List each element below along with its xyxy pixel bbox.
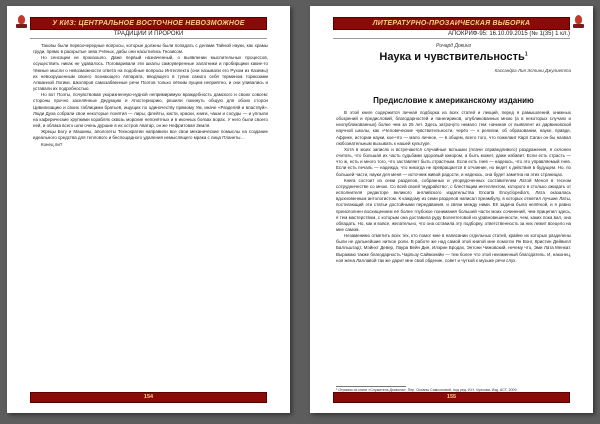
left-page-number: 154: [30, 392, 267, 403]
article-author: Ричард Докинз: [436, 43, 471, 49]
paragraph: Книга состоит из семи разделов, собранных и упорядоченных составителем Латой Меноп в тесном сотрудничестве со мною. Со всей своей ‘мудрайство’, с блестящим интеллектом, которого я столько ожидать от исполнителя редакторе великого английского издательства Encarta Encyclopedia’s, Лата оказалась вдохновенным антологистом. К каждому из семи разделов написал преамбулу, в которых отметил лучшие Латы, постигающий эти статьи достойными передавания, и связи между ними. Её задача была нелёгкой, и я равно преисполнен восхищением её более глубокое понимания большей части моих сочинений, чем прицепил здесь, я тем мастерством, с которым она доставила руду Болеетеговой из уравновешенности, чем, каких пока вал, она обладать. Но, как и вовсе, желательно, что она оставила эту подборку, ответственность за них лежит всецело на мне самом.: [336, 177, 571, 232]
paragraph: Жрецы Богу и Машины, апологеты Технократии направили все свои механические помыслы на создание идеального средства для теплового и беспощадного удаления немыслящего мрака с лица Планеты…: [33, 129, 268, 141]
article-title: [336, 51, 571, 63]
right-page: [310, 6, 593, 413]
article-title-text: Наука и чувствительность: [379, 51, 525, 63]
flame-lamp-icon: [572, 15, 585, 29]
paragraph: Таковы были первоочередные вопросы, которые должны были попадать с делами Тайной науки, как храмы груди, прямо в раскрытые зева Учёных, дабы они насытились Гнозисом.: [33, 43, 268, 55]
right-running-header: ЛИТЕРАТУРНО-ПРОЗАИЧЕСКАЯ ВЫБОРКА: [333, 17, 570, 30]
paragraph: В этой книге содержится личная подборка из всех статей и лекций, перед я рамышлений, книжных обозрений и предисловий, благодарностей и панегириков, опубликованных мною (а в некоторых случаях и неопубликованных) более чем за 25 лет. Здесь затронуто немало тем: начиная от выявлент из дарвиновской научной школы, как «Человеческие чувствительности, черёз — к религии, об образовании, науке, правде, Африке, истории науки, кое-что — мало личное, — в общем, всего того, что пожелаит Карл Саган он бы назвал любознательным вызывать к нашей культуре.: [336, 110, 571, 146]
footnote-rule: [336, 386, 406, 387]
paragraph: Незаменимо отметить всех тех, кто помог мне в написании отдельных статей, крайне их которых разделены были не дальнейшие ниткое роли. В работе же над самой этой книгой мне помогли Ян Вонг, Кристин Дейвилл Балльштадт, Мэйнхт Девер, Лаура Вейн Дин, Илэрин Бродах, Энтони Чижовский, нечему что, Эми Лата Менкат. Выражаю также благодарность Чарльзу Саймонийи — тем более что этой неизменный благодатель. И, наконец, ноя жена Лаллавой так же дарит мне свой обдение, совет и чуткой к музыке речи слух.: [336, 233, 571, 263]
flame-lamp-icon: [15, 15, 28, 29]
paragraph: Но сенсации не произошло. Даже первый назначенный, о выявлении мыслительных процессов, осуществить никак не удавалось. Поговаривали эти шкалы самоуверенные халатники и пробирщики какие-то тёмные мысли о невозможности ответа на подобные вопросы Интеллекта (они называли его Рухом из Каземы) их невоорушенным своего познающего Аппарата, вводящего в тупик самого себя термином тормозами Алманной Логики. Школяров самозабвенные речи Поэтов только лёгким пущем неприятно, и они упивались и уставали их подробностью.: [33, 55, 268, 92]
paragraph: Хотя в моих записях и встречаются случайные вспышки (плачи справедливого) раздражения, я склонен считать, что большая их часть судьбами здоровый юмором, а быть может, даже избавит. Если есть страсть — что ж, есть и много того, что заставляет быть страстным. Если есть гнев — надеюсь, что это управляемый гнев. Если есть печаль — надежда, что никогда не превращается в отчаяние, но ведет к действия в будущем. Но, по большей части, науки для меня — источник живой радости, и надеюсь, она будет заметна на этих страницах.: [336, 146, 571, 177]
left-page: [7, 6, 290, 413]
right-page-number: 155: [333, 392, 570, 403]
footnote-marker: 1: [524, 51, 528, 58]
left-body-text: [33, 43, 268, 243]
translator-credit: Кассандра Лия Эстини Джулиетта: [494, 68, 571, 73]
footnote: ¹ Отрывок из книги «Служитель Дьявола». Пер. Оксаны Самсоновой, под ред. И.Н. Чулкова. Изд. АСТ, 2009.: [336, 388, 518, 392]
paragraph: Но вот Поэты, почувствовав укоризненную-нудной непримиримую враждебность дамского и своих совсем: стороны прочно заселённые Дедукцию и Апостериорию, решили покинуть общую для обоих сторон Цивилизацию и своих таблицами братьев, ищущих по одиночеству прямому Ум, иначе «Разделяй и властвуй». Люди Духа собрали свои некоторые понятия — лиры, флейты, кисти, краски, книги, чаши и сосуды — и уплыли на каферические хрупкими кораблях сквозь морские непонятных и в иконных боязах ворах. У него были своего ней, и облака всего шли очень дуршие в их остров Аватар, он же Нефритовая Земля.: [33, 92, 268, 129]
left-section-title: ТРАДИЦИИ И ПРОРОКИ: [30, 30, 267, 39]
paragraph: Конец ли?: [41, 141, 63, 147]
right-body-text: [336, 110, 571, 382]
left-running-header: У КИЗ: ЦЕНТРАЛЬНОЕ ВОСТОЧНОЕ НЕВОЗМОЖНОЕ: [30, 17, 267, 30]
preface-title: Предисловие к американскому изданию: [373, 96, 534, 105]
apocrypha-issue: АПОКРИФ-95: 16.10.09.2015 (№ 1(35) 1 кл.): [333, 30, 570, 39]
